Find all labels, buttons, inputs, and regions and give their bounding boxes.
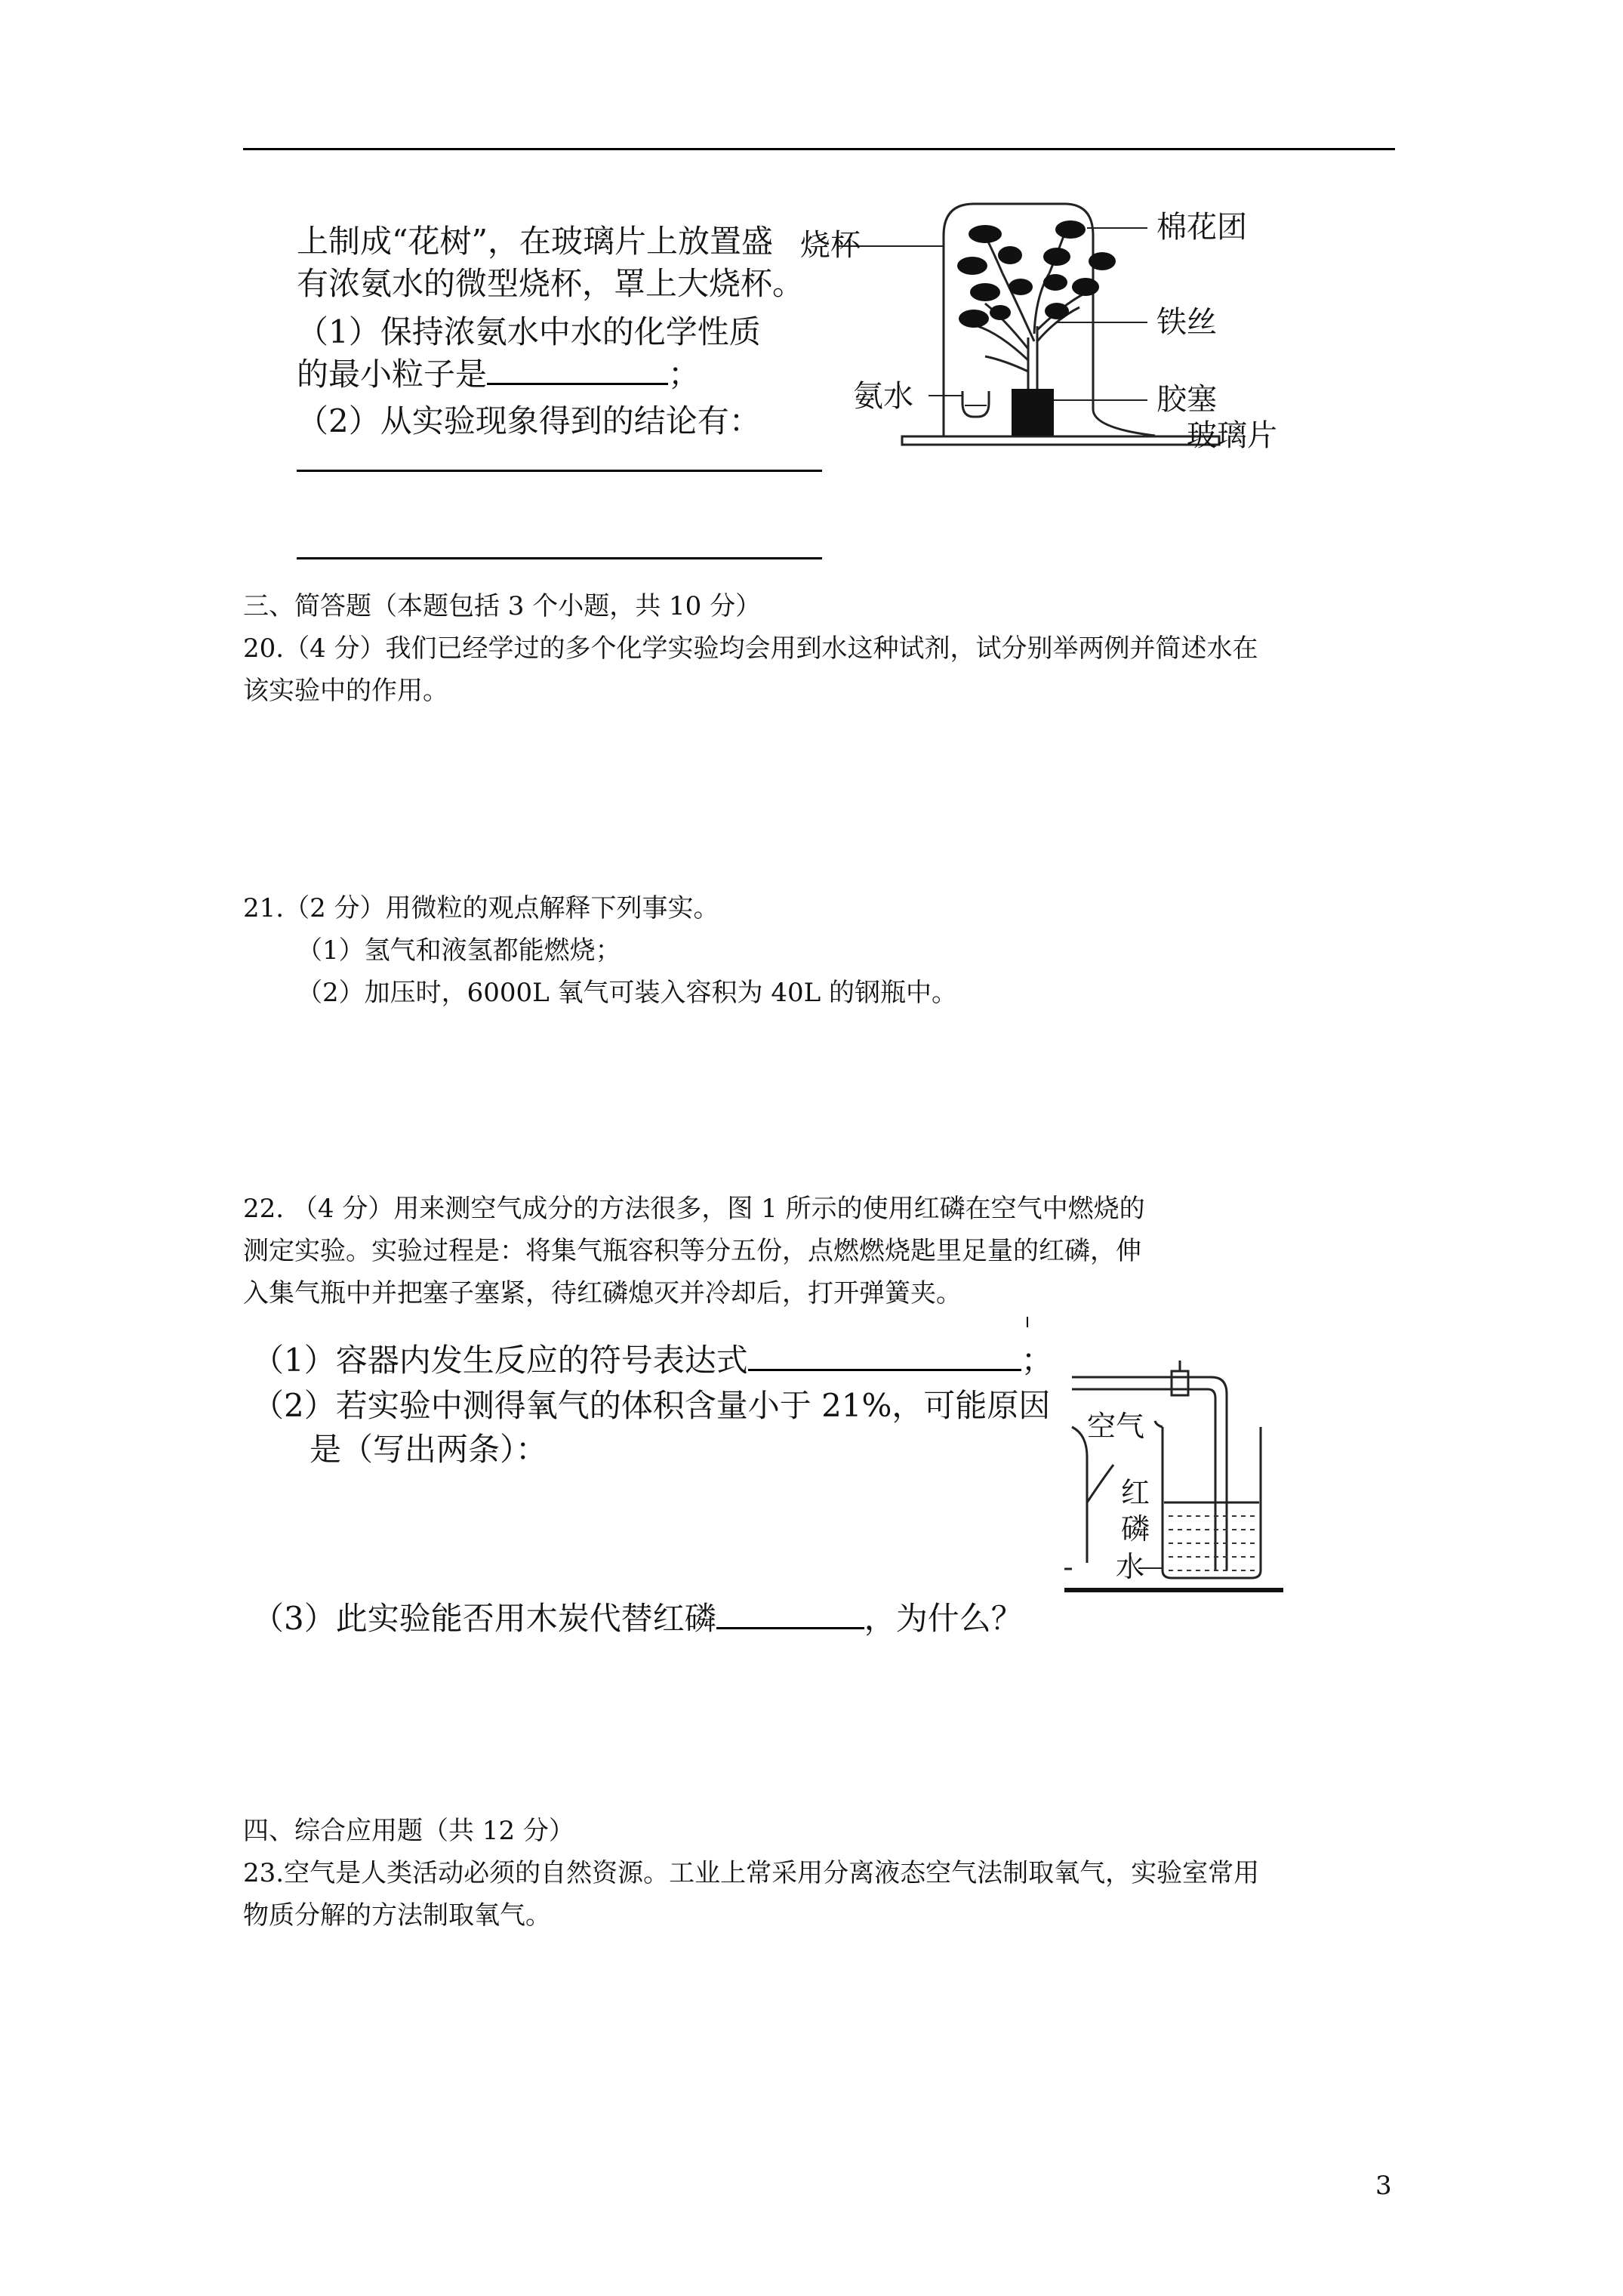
q22-sub3-text: （3）此实验能否用木炭代替红磷	[252, 1600, 716, 1637]
q22-sub2-a: （2）若实验中测得氧气的体积含量小于 21%，可能原因	[252, 1387, 1051, 1424]
label-stopper: 胶塞	[1156, 382, 1217, 417]
q19-sub2: （2）从实验现象得到的结论有：	[297, 402, 761, 439]
answer-line-19-2a[interactable]	[297, 470, 822, 472]
label-phosphorus-1: 红	[1121, 1476, 1150, 1509]
label-phosphorus-2: 磷	[1121, 1512, 1150, 1546]
q23-line1: 23.空气是人类活动必须的自然资源。工业上常采用分离液态空气法制取氧气，实验室常用	[243, 1858, 1260, 1888]
q23-line2: 物质分解的方法制取氧气。	[243, 1900, 551, 1931]
q22-sub1	[252, 1338, 1053, 1383]
label-beaker: 烧杯	[800, 228, 861, 263]
page-number: 3	[1375, 2171, 1392, 2201]
spring-clamp	[1172, 1371, 1188, 1395]
label-ammonia: 氨水	[853, 379, 913, 414]
label-glass: 玻璃片	[1187, 418, 1277, 453]
section4-heading: 四、综合应用题（共 12 分）	[243, 1816, 574, 1846]
q19-sub1-b-text: 的最小粒子是	[297, 356, 488, 393]
q19-sub1-end: ；	[668, 356, 701, 393]
q22-sub1-end: ；	[1021, 1342, 1053, 1379]
q19-line2: 有浓氨水的微型烧杯，罩上大烧杯。	[297, 265, 805, 302]
q22-sub2-b: 是（写出两条）：	[310, 1431, 548, 1468]
q20-line1: 20.（4 分）我们已经学过的多个化学实验均会用到水这种试剂，试分别举两例并简述水在	[243, 633, 1258, 664]
q19-sub1-b	[297, 352, 700, 397]
header-rule	[243, 148, 1395, 150]
answer-line-19-2b[interactable]	[297, 557, 822, 559]
answer-blank-19-1[interactable]	[487, 354, 668, 385]
figure-tick-mark	[1027, 1317, 1028, 1327]
q19-sub1-a: （1）保持浓氨水中水的化学性质	[297, 313, 761, 350]
q21-item2: （2）加压时，6000L 氧气可装入容积为 40L 的钢瓶中。	[297, 978, 958, 1008]
q21-item1: （1）氢气和液氢都能燃烧；	[297, 935, 621, 966]
q21-stem: 21.（2 分）用微粒的观点解释下列事实。	[243, 893, 719, 923]
label-air: 空气	[1087, 1410, 1145, 1443]
ammonia-tree-figure	[800, 198, 1313, 462]
q22-sub3-end: ，为什么？	[864, 1600, 1023, 1637]
label-cotton: 棉花团	[1156, 210, 1247, 245]
section3-heading: 三、简答题（本题包括 3 个小题，共 10 分）	[243, 591, 762, 621]
q22-line1: 22. （4 分）用来测空气成分的方法很多，图 1 所示的使用红磷在空气中燃烧的	[243, 1194, 1145, 1224]
label-wire: 铁丝	[1156, 305, 1217, 340]
answer-blank-22-3[interactable]	[716, 1598, 864, 1629]
q22-sub3	[252, 1596, 1023, 1641]
phosphorus-air-figure	[1057, 1351, 1298, 1601]
label-water: 水	[1116, 1550, 1145, 1583]
q22-line2: 测定实验。实验过程是：将集气瓶容积等分五份，点燃燃烧匙里足量的红磷，伸	[243, 1236, 1141, 1266]
answer-blank-22-1[interactable]	[748, 1340, 1021, 1371]
q22-line3: 入集气瓶中并把塞子塞紧，待红磷熄灭并冷却后，打开弹簧夹。	[243, 1278, 962, 1308]
q19-line1: 上制成“花树”，在玻璃片上放置盛	[297, 223, 773, 260]
stopper-shape	[1012, 389, 1054, 436]
q20-line2: 该实验中的作用。	[243, 676, 448, 706]
q22-sub1-text: （1）容器内发生反应的符号表达式	[252, 1342, 748, 1379]
